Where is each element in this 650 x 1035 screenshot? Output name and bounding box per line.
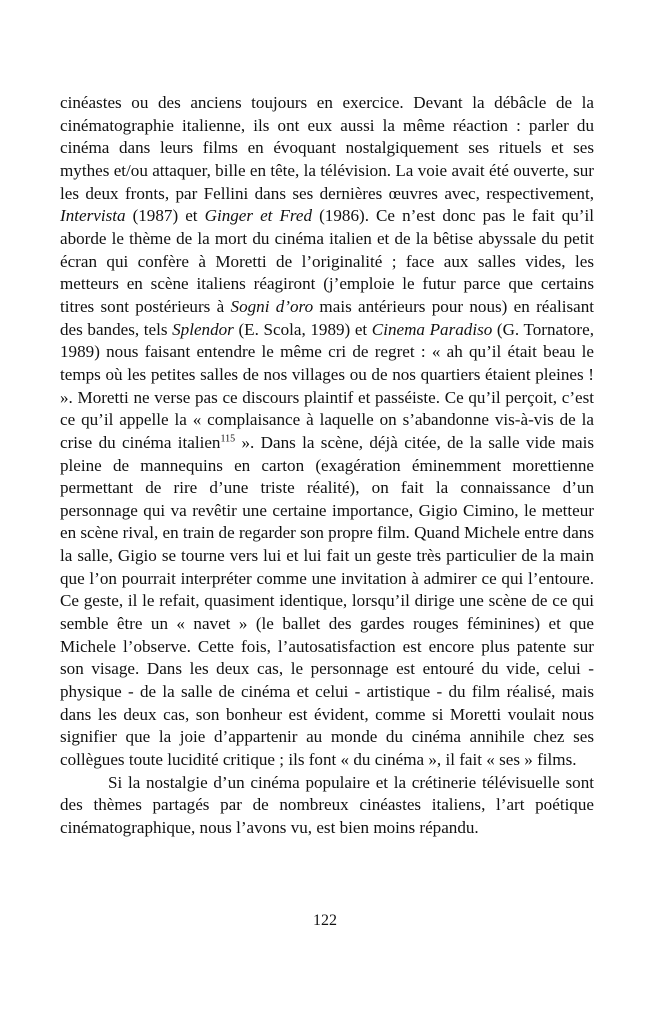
text-run: Si la nostalgie d’un cinéma populaire et la crétinerie télévisuelle sont des thèmes partagés par de nombreux cinéastes italiens, l’art poétique cinématographique, nous l’avons vu, est bien moins répandu.: [60, 772, 594, 837]
italic-title: Cinema Paradiso: [371, 319, 493, 339]
paragraph: [60, 772, 594, 840]
text-run: (G. Tornatore, 1989) nous faisant entendre le même cri de regret : « ah qu’il était beau le temps où les petites salles de nos villages ou de nos quartiers étaient pleines ! ». Moretti ne verse pas ce discours plaintif et passéiste. Ce qu’il perçoit, c’est ce qu’il appelle la « complaisance à laquelle on s’abandonne vis-à-vis de la crise du cinéma italien: [60, 319, 594, 452]
text-run: ». Dans la scène, déjà citée, de la salle vide mais pleine de mannequins en carton (exagération éminemment morettienne permettant de rire d’une triste réalité), on fait la connaissance d’un personnage qui va revêtir une certaine importance, Gigio Cimino, le metteur en scène rival, en train de regarder son propre film. Quand Michele entre dans la salle, Gigio se tourne vers lui et lui fait un geste très particulier de la main que l’on pourrait interpréter comme une invitation à admirer ce qui l’entoure. Ce geste, il le refait, quasiment identique, lorsqu’il dirige une scène de ce qui semble être un « navet » (le ballet des gardes rouges féminines) et que Michele l’observe. Cette fois, l’autosatisfaction est encore plus patente sur son visage. Dans les deux cas, le personnage est entouré du vide, celui - physique - de la salle de cinéma et celui - artistique - du film réalisé, mais dans les deux cas, son bonheur est évident, comme si Moretti voulait nous signifier que la joie d’appartenir au monde du cinéma annihile chez ses collègues toute lucidité critique ; ils font « du cinéma », il fait « ses » films.: [60, 432, 594, 770]
italic-title: Sogni d’oro: [230, 296, 314, 316]
footnote-ref: 115: [220, 433, 236, 445]
italic-title: Splendor: [172, 319, 234, 339]
paragraph: [60, 92, 594, 772]
italic-title: Intervista: [60, 206, 126, 226]
page-number: 122: [313, 912, 337, 929]
body-text: [60, 92, 594, 840]
text-run: cinéastes ou des anciens toujours en exercice. Devant la débâcle de la cinématographie italienne, ils ont eux aussi la même réaction : parler du cinéma dans leurs films en évoquant nostalgiquement ses rituels et ses mythes et/ou attaquer, bille en tête, la télévision. La voie avait été ouverte, sur les deux fronts, par Fellini dans ses dernières œuvres avec, respectivement,: [60, 93, 594, 203]
text-run: (1986). Ce n’est donc pas le fait qu’il aborde le thème de la mort du cinéma italien et de la bêtise abyssale du petit écran qui confère à Moretti de l’originalité ; face aux salles vides, les metteurs en scène italiens réagiront (j’emploie le futur parce que certains titres sont postérieurs à: [60, 206, 594, 316]
text-run: (1987) et: [125, 206, 205, 226]
text-run: mais antérieurs pour nous) en réalisant des bandes, tels: [60, 296, 595, 339]
text-run: (E. Scola, 1989) et: [233, 319, 372, 339]
italic-title: Ginger et Fred: [204, 206, 313, 226]
